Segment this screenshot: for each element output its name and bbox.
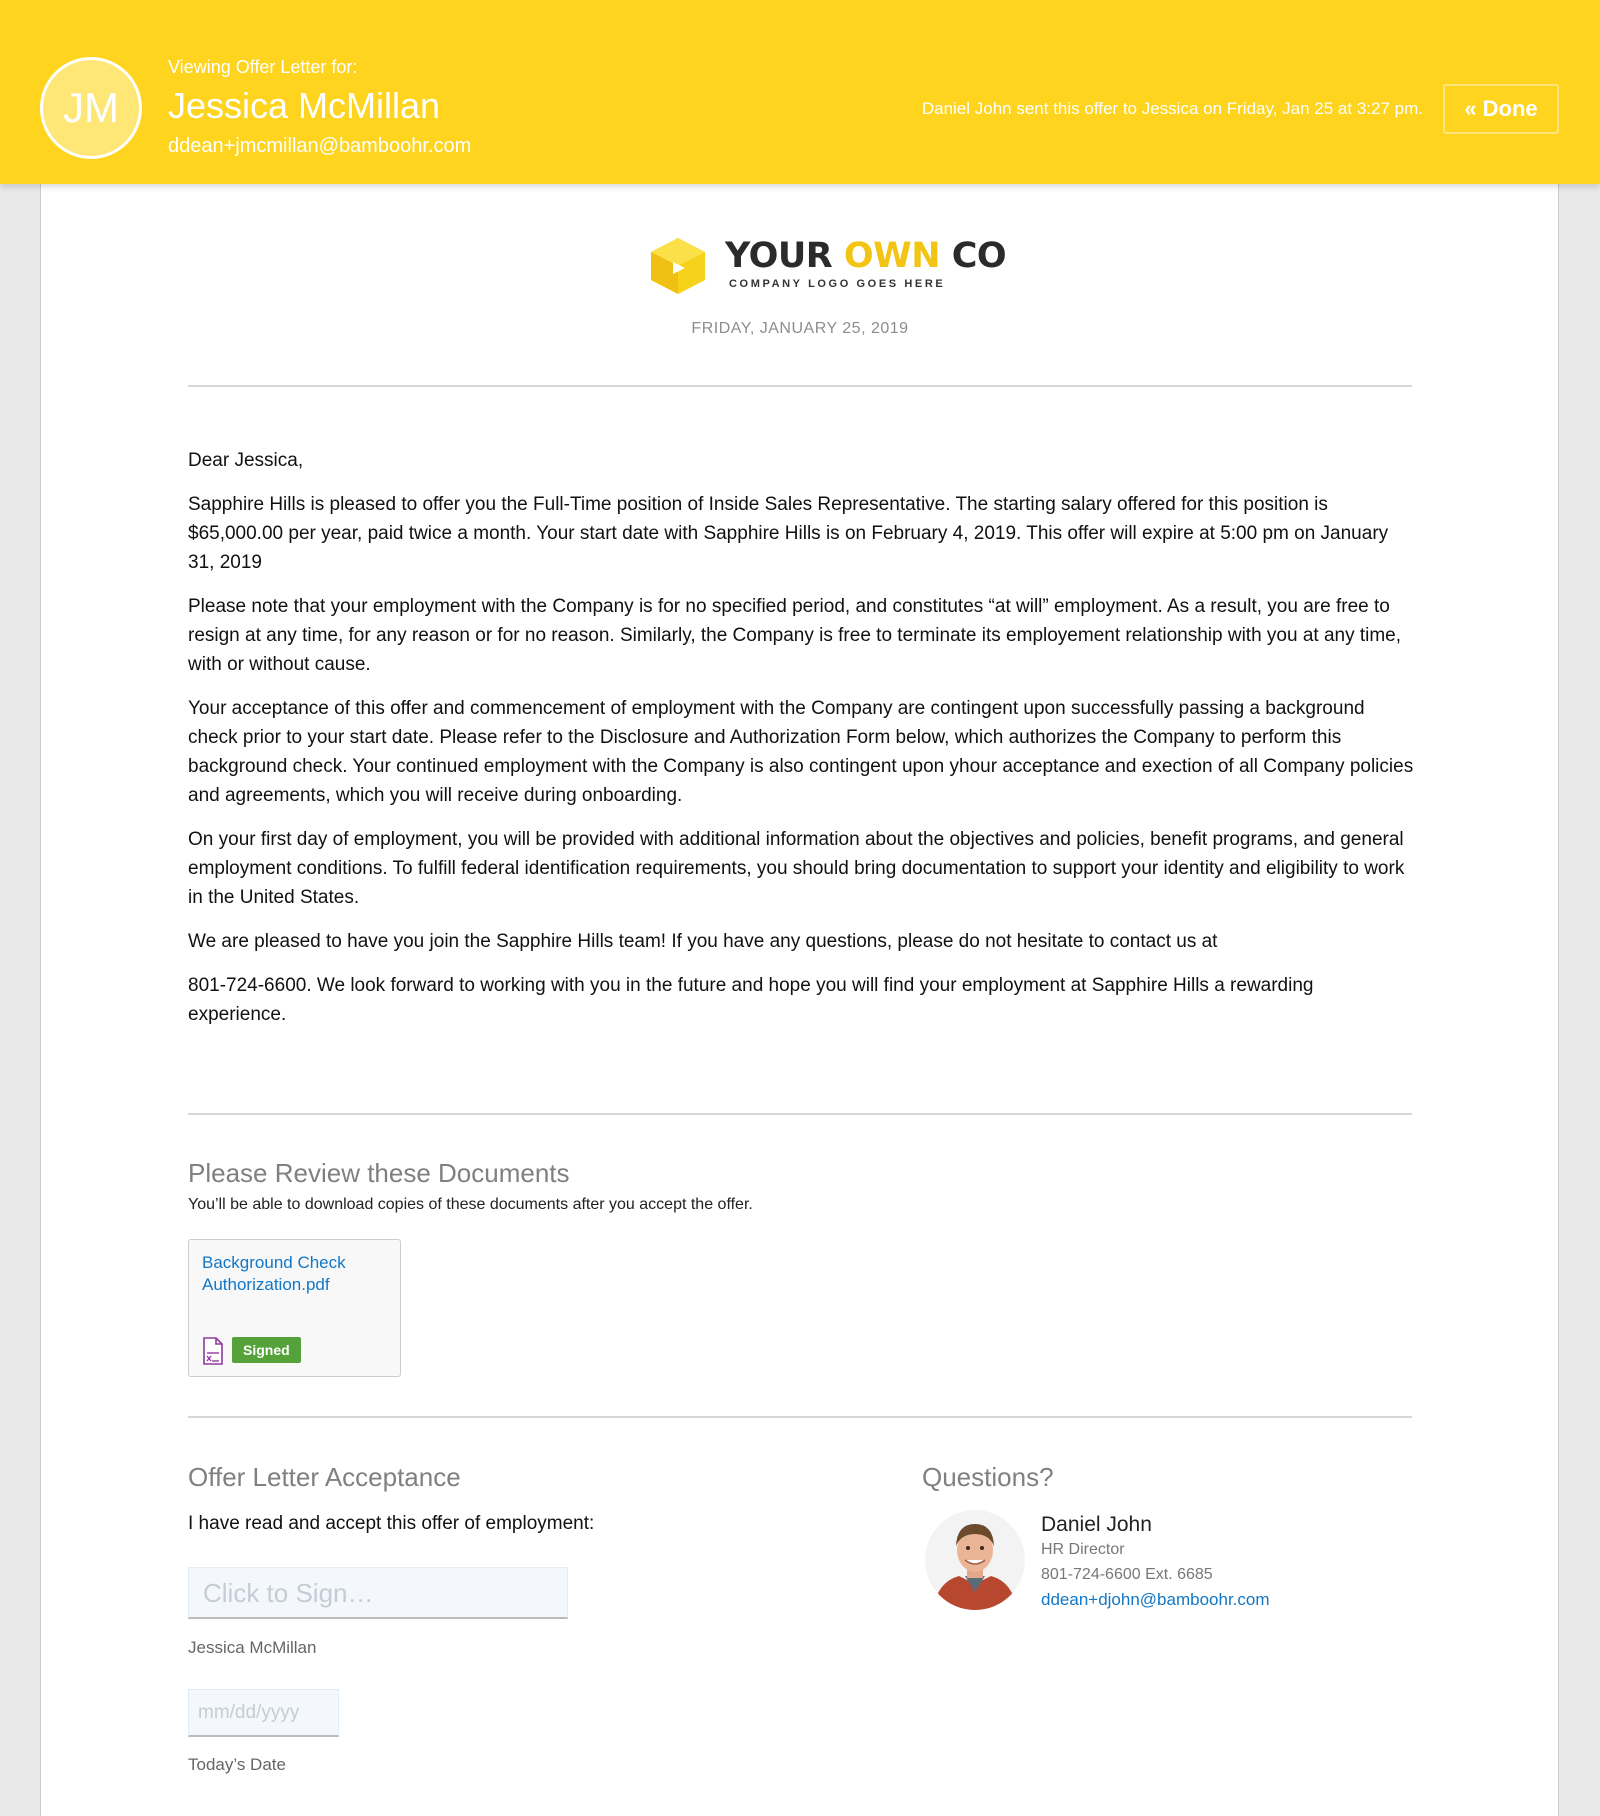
acceptance-statement: I have read and accept this offer of employment: [188, 1513, 595, 1534]
contact-role: HR Director [1041, 1541, 1125, 1558]
signer-name-label: Jessica McMillan [188, 1638, 317, 1657]
divider-top [188, 385, 1412, 387]
contact-name: Daniel John [1041, 1513, 1152, 1536]
contact-email-link[interactable]: ddean+djohn@bamboohr.com [1041, 1590, 1270, 1609]
document-link[interactable]: Background Check Authorization.pdf [202, 1253, 346, 1294]
logo-subtitle: COMPANY LOGO GOES HERE [729, 278, 946, 290]
contact-avatar [925, 1510, 1025, 1610]
logo-word-your: YOUR [725, 236, 844, 276]
sent-info: Daniel John sent this offer to Jessica on Friday, Jan 25 at 3:27 pm. [921, 99, 1423, 118]
contact-phone: 801-724-6600 Ext. 6685 [1041, 1566, 1213, 1583]
date-label: Today’s Date [188, 1755, 286, 1774]
letter-paragraph: Dear Jessica, [188, 450, 304, 471]
letter-paragraph: Your acceptance of this offer and commencement of employment with the Company are contingent upon successfully passing a background check prior to your start date. Please refer to the Disclosure and Authorization Form below, which authorizes the Company to perform this background check. Your continued employment with the Company is also contingent upon yhour acceptance and exection of all Company policies and agreements, which you will receive during onboarding. [188, 698, 1414, 806]
offer-header [0, 0, 1600, 184]
documents-title: Please Review these Documents [188, 1158, 570, 1188]
signed-status-badge: Signed [232, 1337, 301, 1363]
candidate-email: ddean+jmcmillan@bamboohr.com [168, 135, 472, 157]
acceptance-title: Offer Letter Acceptance [188, 1462, 461, 1492]
questions-title: Questions? [922, 1462, 1054, 1492]
divider-documents [188, 1113, 1412, 1115]
avatar-initials: JM [63, 84, 119, 131]
letter-body [188, 446, 1416, 1044]
logo-cube-icon [647, 236, 709, 296]
documents-subtitle: You’ll be able to download copies of these documents after you accept the offer. [188, 1196, 753, 1213]
document-card[interactable] [188, 1239, 401, 1377]
signed-document-icon [202, 1337, 224, 1365]
letter-paragraph: We are pleased to have you join the Sapphire Hills team! If you have any questions, please do not hesitate to contact us at [188, 931, 1218, 952]
candidate-name: Jessica McMillan [168, 85, 441, 126]
candidate-avatar [40, 57, 142, 159]
letter-paragraph: 801-724-6600. We look forward to working with you in the future and hope you will find your employment at Sapphire Hills a rewarding experience. [188, 975, 1314, 1025]
letter-paragraph: Please note that your employment with the Company is for no specified period, and constitutes “at will” employment. As a result, you are free to resign at any time, for any reason or for no reason. Similarly, the Company is free to terminate its employement relationship with you at any time, with or without cause. [188, 596, 1402, 675]
divider-acceptance [188, 1416, 1412, 1418]
contact-photo-image [925, 1510, 1025, 1610]
letter-paragraph: Sapphire Hills is pleased to offer you the Full-Time position of Inside Sales Representative. The starting salary offered for this position is $65,000.00 per year, paid twice a month. Your start date with Sapphire Hills is on February 4, 2019. This offer will expire at 5:00 pm on January 31, 2019 [188, 494, 1389, 573]
date-field[interactable]: mm/dd/yyyy [188, 1689, 339, 1737]
letter-paragraph: On your first day of employment, you will be provided with additional information about the objectives and policies, benefit programs, and general employment conditions. To fulfill federal identification requirements, you should bring documentation to support your identity and eligibility to work in the United States. [188, 829, 1405, 908]
logo-word-co: CO [940, 236, 1007, 276]
logo-title [725, 236, 1006, 276]
letter-date: FRIDAY, JANUARY 25, 2019 [691, 320, 909, 337]
signature-field[interactable]: Click to Sign… [188, 1567, 568, 1619]
viewing-label: Viewing Offer Letter for: [168, 57, 358, 77]
logo-word-own: OWN [843, 236, 941, 276]
done-button[interactable]: « Done [1443, 84, 1559, 134]
company-logo [647, 236, 1007, 296]
